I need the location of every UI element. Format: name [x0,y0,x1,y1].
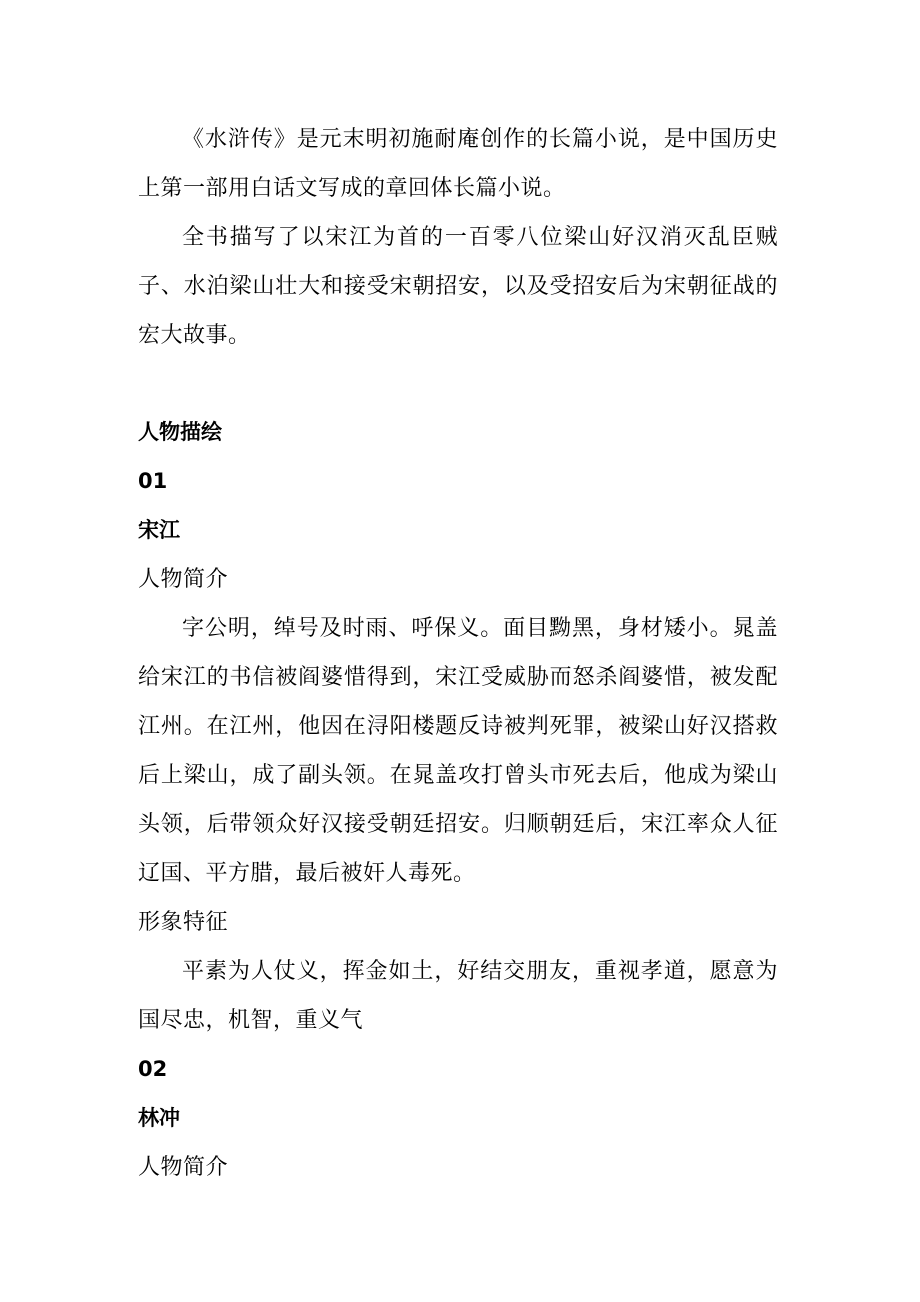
character-trait-label: 形象特征 [138,910,229,935]
character-trait-text: 平素为人仗义，挥金如土，好结交朋友，重视孝道，愿意为国尽忠，机智，重义气 [138,959,778,1033]
document-content [138,115,778,1192]
character-intro-text: 字公明，绰号及时雨、呼保义。面目黝黑，身材矮小。晁盖给宋江的书信被阎婆惜得到，宋江受威胁而怒杀阎婆惜，被发配江州。在江州，他因在浔阳楼题反诗被判死罪，被梁山好汉搭救后上梁山，成了副头领。在晁盖攻打曾头市死去后，他成为梁山头领，后带领众好汉接受朝廷招安。归顺朝廷后，宋江率众人征辽国、平方腊，最后被奸人毒死。 [138,616,778,886]
character-name: 宋江 [138,518,180,542]
section-title: 人物描绘 [138,420,222,444]
character-number: 01 [138,469,168,493]
intro-paragraph-2: 全书描写了以宋江为首的一百零八位梁山好汉消灭乱臣贼子、水泊梁山壮大和接受宋朝招安，以及受招安后为宋朝征战的宏大故事。 [138,225,778,348]
spacer [138,360,778,408]
intro-paragraph-1: 《水浒传》是元末明初施耐庵创作的长篇小说，是中国历史上第一部用白话文写成的章回体长篇小说。 [138,127,778,201]
character-intro-label: 人物简介 [138,567,229,592]
character-name: 林冲 [138,1106,180,1130]
character-intro-label: 人物简介 [138,1155,229,1180]
character-number: 02 [138,1057,168,1081]
